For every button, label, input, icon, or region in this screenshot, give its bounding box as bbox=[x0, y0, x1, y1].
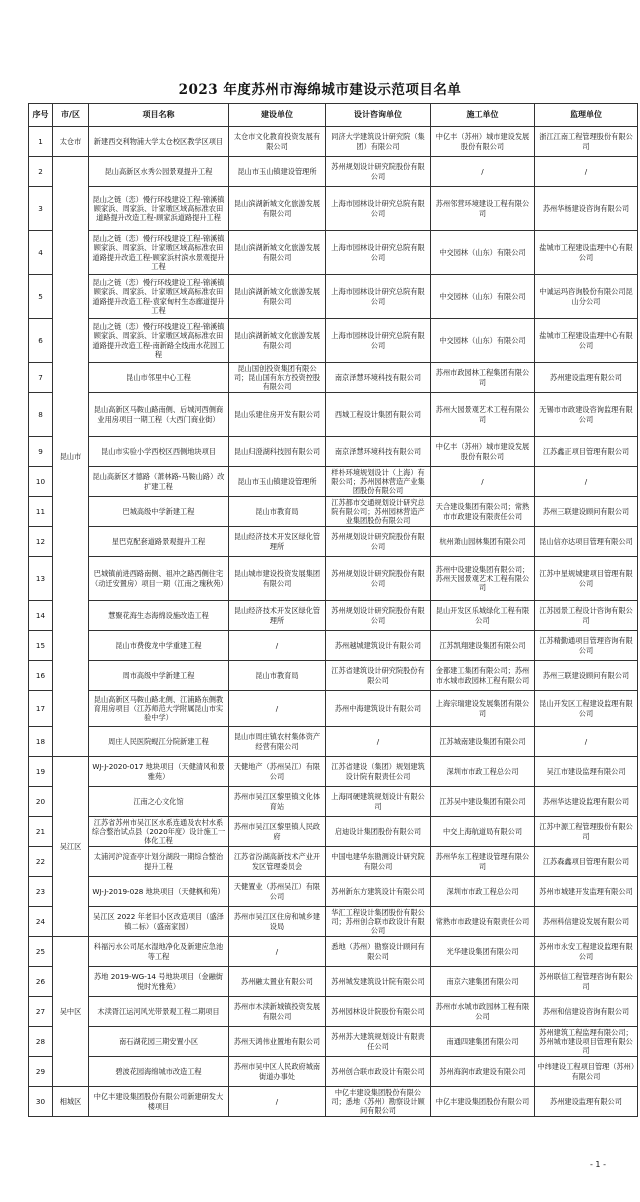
cell-supervisor: 昆山开发区工程建设监理有限公司 bbox=[535, 691, 638, 727]
table-row bbox=[29, 877, 638, 907]
table-row bbox=[29, 437, 638, 467]
cell-project-name: 昆山之链（恋）慢行环线建设工程-锦溪镇顾家浜、周家浜、计家墩区域高标准农田道路提升改造工程-南新路全线南水花园工程 bbox=[89, 319, 229, 363]
cell-contractor: 光华建设集团有限公司 bbox=[431, 937, 535, 967]
cell-contractor: 江苏凯翔建设集团有限公司 bbox=[431, 631, 535, 661]
table-row bbox=[29, 127, 638, 157]
cell-contractor: 上海宗瑞建设发展集团有限公司 bbox=[431, 691, 535, 727]
cell-owner: 昆山市玉山镇建设管理所 bbox=[229, 157, 326, 187]
table-row bbox=[29, 847, 638, 877]
table-row bbox=[29, 817, 638, 847]
cell-supervisor: 苏州华达建设监理有限公司 bbox=[535, 787, 638, 817]
table-header-row bbox=[29, 104, 638, 127]
cell-supervisor: 江苏园景工程设计咨询有限公司 bbox=[535, 601, 638, 631]
cell-project-name: 江南之心文化馆 bbox=[89, 787, 229, 817]
cell-contractor: 江苏城南建设集团有限公司 bbox=[431, 727, 535, 757]
cell-supervisor: 中纬建设工程项目管理（苏州）有限公司 bbox=[535, 1057, 638, 1087]
cell-district: 昆山市 bbox=[53, 157, 89, 757]
cell-owner: 天健地产（苏州吴江）有限公司 bbox=[229, 757, 326, 787]
table-row bbox=[29, 363, 638, 393]
cell-design: 启迪设计集团股份有限公司 bbox=[326, 817, 431, 847]
cell-no: 21 bbox=[29, 817, 53, 847]
cell-project-name: WJ-J-2019-028 地块项目（天健枫和苑） bbox=[89, 877, 229, 907]
cell-project-name: 昆山高新区才德路（萧林路-马鞍山路）改扩建工程 bbox=[89, 467, 229, 497]
cell-project-name: 昆山高新区水秀公园景观提升工程 bbox=[89, 157, 229, 187]
cell-supervisor: 苏州市永安工程建设监理有限公司 bbox=[535, 937, 638, 967]
cell-contractor: 中交上海航道局有限公司 bbox=[431, 817, 535, 847]
cell-supervisor: 盐城市工程建设监理中心有限公司 bbox=[535, 231, 638, 275]
table-row bbox=[29, 1087, 638, 1117]
table-row bbox=[29, 997, 638, 1027]
cell-no: 4 bbox=[29, 231, 53, 275]
cell-owner: 苏州市吴中区人民政府城南街道办事处 bbox=[229, 1057, 326, 1087]
cell-contractor: 苏州邻营环境建设工程有限公司 bbox=[431, 187, 535, 231]
cell-design: 同济大学建筑设计研究院（集团）有限公司 bbox=[326, 127, 431, 157]
cell-supervisor: 苏州建筑工程监理有限公司；苏州城市建设项目管理有限公司 bbox=[535, 1027, 638, 1057]
cell-no: 14 bbox=[29, 601, 53, 631]
cell-no: 11 bbox=[29, 497, 53, 527]
cell-contractor: 苏州海润市政建设有限公司 bbox=[431, 1057, 535, 1087]
cell-owner: 苏州市吴江区住房和城乡建设局 bbox=[229, 907, 326, 937]
cell-contractor: / bbox=[431, 467, 535, 497]
cell-owner: 昆山滨湖新城文化旅游发展有限公司 bbox=[229, 319, 326, 363]
cell-design: 江苏省建设（集团）规划建筑设计院有限责任公司 bbox=[326, 757, 431, 787]
cell-project-name: 科福污水公司尾水湿地净化及新建应急池等工程 bbox=[89, 937, 229, 967]
cell-no: 27 bbox=[29, 997, 53, 1027]
cell-supervisor: / bbox=[535, 467, 638, 497]
cell-design: 苏州园林设计院股份有限公司 bbox=[326, 997, 431, 1027]
table-row bbox=[29, 467, 638, 497]
table-row bbox=[29, 527, 638, 557]
cell-contractor: 江苏吴中建设集团有限公司 bbox=[431, 787, 535, 817]
cell-no: 25 bbox=[29, 937, 53, 967]
cell-supervisor: 苏州科信建设发展有限公司 bbox=[535, 907, 638, 937]
cell-no: 20 bbox=[29, 787, 53, 817]
cell-contractor: 苏州中设建设集团有限公司；苏州天园景观艺术工程有限公司 bbox=[431, 557, 535, 601]
cell-supervisor: 昆山信亦达项目管理有限公司 bbox=[535, 527, 638, 557]
cell-owner: 昆山归澄湖科技园有限公司 bbox=[229, 437, 326, 467]
cell-owner: 昆山市玉山镇建设管理所 bbox=[229, 467, 326, 497]
cell-owner: 昆山市教育局 bbox=[229, 661, 326, 691]
table-row bbox=[29, 157, 638, 187]
cell-owner: 昆山经济技术开发区绿化管理所 bbox=[229, 527, 326, 557]
cell-owner: 昆山市周庄镇农村集体资产经营有限公司 bbox=[229, 727, 326, 757]
table-row bbox=[29, 757, 638, 787]
cell-project-name: 慧聚花海生态海绵设施改造工程 bbox=[89, 601, 229, 631]
cell-design: 江苏省建筑设计研究院股份有限公司 bbox=[326, 661, 431, 691]
cell-owner: 苏州天鸿伟业置地有限公司 bbox=[229, 1027, 326, 1057]
cell-owner: 苏州市木渎新城镇投资发展有限公司 bbox=[229, 997, 326, 1027]
cell-owner: 昆山滨湖新城文化旅游发展有限公司 bbox=[229, 275, 326, 319]
cell-contractor: 深圳市市政工程总公司 bbox=[431, 877, 535, 907]
cell-design: 苏州规划设计研究院股份有限公司 bbox=[326, 601, 431, 631]
cell-no: 15 bbox=[29, 631, 53, 661]
table-row bbox=[29, 1027, 638, 1057]
cell-project-name: 巴城高级中学新建工程 bbox=[89, 497, 229, 527]
cell-design: 苏州规划设计研究院股份有限公司 bbox=[326, 157, 431, 187]
cell-design: 悉地（苏州）勘察设计顾问有限公司 bbox=[326, 937, 431, 967]
cell-contractor: 天合建设集团有限公司；常熟市市政建设有限责任公司 bbox=[431, 497, 535, 527]
table-row bbox=[29, 967, 638, 997]
cell-project-name: 苏地 2019-WG-14 号地块项目（金融街悦时光雅苑） bbox=[89, 967, 229, 997]
cell-owner: 苏州市吴江区黎里镇人民政府 bbox=[229, 817, 326, 847]
cell-project-name: 周市高级中学新建工程 bbox=[89, 661, 229, 691]
cell-owner: / bbox=[229, 1087, 326, 1117]
cell-supervisor: 无锡市市政建设咨询监理有限公司 bbox=[535, 393, 638, 437]
table-row bbox=[29, 231, 638, 275]
cell-contractor: 南京六建集团有限公司 bbox=[431, 967, 535, 997]
cell-contractor: 常熟市市政建设有限责任公司 bbox=[431, 907, 535, 937]
cell-no: 28 bbox=[29, 1027, 53, 1057]
cell-design: 上海同硬建筑规划设计有限公司 bbox=[326, 787, 431, 817]
cell-project-name: 昆山高新区马鞍山路北侧、江浦路东侧教育用房项目（江苏师范大学附属昆山市实验中学） bbox=[89, 691, 229, 727]
cell-project-name: 太浦河沪淀查亭计划分湖段一期综合整治提升工程 bbox=[89, 847, 229, 877]
cell-design: 南京泽慧环境科技有限公司 bbox=[326, 363, 431, 393]
cell-no: 9 bbox=[29, 437, 53, 467]
cell-contractor: 金都建工集团有限公司；苏州市水城市政园林工程有限公司 bbox=[431, 661, 535, 691]
cell-contractor: 深圳市市政工程总公司 bbox=[431, 757, 535, 787]
cell-project-name: 星巴克配套道路景观提升工程 bbox=[89, 527, 229, 557]
table-row bbox=[29, 727, 638, 757]
cell-contractor: 中亿丰建设集团股份有限公司 bbox=[431, 1087, 535, 1117]
cell-design: 苏州规划设计研究院股份有限公司 bbox=[326, 557, 431, 601]
cell-project-name: 江苏省苏州市吴江区水系连通及农村水系综合整治试点县（2020年度）设计施工一体化工程 bbox=[89, 817, 229, 847]
cell-design: 苏州城发建筑设计院有限公司 bbox=[326, 967, 431, 997]
cell-owner: 昆山国创投资集团有限公司；昆山国有东方投资控股有限公司 bbox=[229, 363, 326, 393]
cell-design: 南京泽慧环境科技有限公司 bbox=[326, 437, 431, 467]
cell-supervisor: / bbox=[535, 157, 638, 187]
cell-supervisor: 苏州华杨建设咨询有限公司 bbox=[535, 187, 638, 231]
table-row bbox=[29, 601, 638, 631]
cell-owner: 昆山滨湖新城文化旅游发展有限公司 bbox=[229, 231, 326, 275]
cell-no: 17 bbox=[29, 691, 53, 727]
cell-owner: / bbox=[229, 631, 326, 661]
header-contractor: 施工单位 bbox=[431, 104, 535, 127]
cell-contractor: 苏州华东工程建设管理有限公司 bbox=[431, 847, 535, 877]
cell-project-name: WJ-J-2020-017 地块项目（天健清风和景雅苑） bbox=[89, 757, 229, 787]
cell-no: 30 bbox=[29, 1087, 53, 1117]
cell-owner: 天健置业（苏州吴江）有限公司 bbox=[229, 877, 326, 907]
cell-supervisor: 苏州三联建设顾问有限公司 bbox=[535, 497, 638, 527]
header-supervisor: 监理单位 bbox=[535, 104, 638, 127]
cell-no: 7 bbox=[29, 363, 53, 393]
cell-design: 华汇工程设计集团股份有限公司；苏州创合联市政设计有限公司 bbox=[326, 907, 431, 937]
cell-contractor: 昆山开发区乐城绿化工程有限公司 bbox=[431, 601, 535, 631]
cell-supervisor: 苏州市城建开发监理有限公司 bbox=[535, 877, 638, 907]
cell-contractor: 苏州大园景观艺术工程有限公司 bbox=[431, 393, 535, 437]
cell-no: 26 bbox=[29, 967, 53, 997]
cell-design: 西城工程设计集团有限公司 bbox=[326, 393, 431, 437]
cell-owner: 昆山城市建设投资发展集团有限公司 bbox=[229, 557, 326, 601]
cell-project-name: 昆山高新区马鞍山路南侧、后城河西侧商业用房项目一期工程（大西门商业街） bbox=[89, 393, 229, 437]
table-row bbox=[29, 661, 638, 691]
cell-owner: / bbox=[229, 937, 326, 967]
cell-design: 上海市园林设计研究总院有限公司 bbox=[326, 187, 431, 231]
cell-no: 3 bbox=[29, 187, 53, 231]
table-row bbox=[29, 557, 638, 601]
cell-supervisor: 江苏中源工程管理股份有限公司 bbox=[535, 817, 638, 847]
table-row bbox=[29, 319, 638, 363]
cell-supervisor: 浙江江南工程管理股份有限公司 bbox=[535, 127, 638, 157]
cell-contractor: 中交园林（山东）有限公司 bbox=[431, 319, 535, 363]
cell-owner: 昆山经济技术开发区绿化管理所 bbox=[229, 601, 326, 631]
cell-project-name: 木渎胥江运河风光带景观工程二期项目 bbox=[89, 997, 229, 1027]
cell-project-name: 昆山市邻里中心工程 bbox=[89, 363, 229, 393]
cell-design: 苏州新东方建筑设计有限公司 bbox=[326, 877, 431, 907]
cell-no: 19 bbox=[29, 757, 53, 787]
table-row bbox=[29, 691, 638, 727]
cell-supervisor: 江苏精勤通项目管理咨询有限公司 bbox=[535, 631, 638, 661]
cell-no: 1 bbox=[29, 127, 53, 157]
cell-project-name: 昆山市实验小学西校区西侧地块项目 bbox=[89, 437, 229, 467]
cell-supervisor: 苏州建设监理有限公司 bbox=[535, 1087, 638, 1117]
cell-supervisor: 盐城市工程建设监理中心有限公司 bbox=[535, 319, 638, 363]
cell-project-name: 巴城镇前进西路南侧、祖冲之路西侧住宅（动迁安置房）项目一期（江南之瑰秋苑） bbox=[89, 557, 229, 601]
cell-owner: / bbox=[229, 691, 326, 727]
cell-project-name: 吴江区 2022 年老旧小区改造项目（盛泽镇二标）（盛南家园） bbox=[89, 907, 229, 937]
cell-district: 吴江区 bbox=[53, 757, 89, 937]
table-row bbox=[29, 187, 638, 231]
cell-no: 13 bbox=[29, 557, 53, 601]
cell-no: 10 bbox=[29, 467, 53, 497]
cell-design: 中国电建华东勘测设计研究院有限公司 bbox=[326, 847, 431, 877]
cell-owner: 江苏省汾湖高新技术产业开发区管理委员会 bbox=[229, 847, 326, 877]
table-row bbox=[29, 907, 638, 937]
cell-supervisor: 江苏中星规城建项目管理有限公司 bbox=[535, 557, 638, 601]
table-row bbox=[29, 787, 638, 817]
cell-contractor: 苏州市水城市政园林工程有限公司 bbox=[431, 997, 535, 1027]
cell-project-name: 昆山之链（恋）慢行环线建设工程-锦溪镇顾家浜、周家浜、计家墩区域高标准农田道路提升改造工程-顾家浜村滨水景观提升工程 bbox=[89, 231, 229, 275]
cell-supervisor: 苏州三联建设顾问有限公司 bbox=[535, 661, 638, 691]
cell-owner: 昆山市教育局 bbox=[229, 497, 326, 527]
cell-project-name: 中亿丰建设集团股份有限公司新建研发大楼项目 bbox=[89, 1087, 229, 1117]
cell-supervisor: 苏州联信工程管理咨询有限公司 bbox=[535, 967, 638, 997]
cell-no: 18 bbox=[29, 727, 53, 757]
header-design: 设计咨询单位 bbox=[326, 104, 431, 127]
cell-owner: 昆山乐建住房开发有限公司 bbox=[229, 393, 326, 437]
header-no: 序号 bbox=[29, 104, 53, 127]
table-row bbox=[29, 393, 638, 437]
cell-design: 江苏都市交通规划设计研究总院有限公司；苏州园林营造产业集团股份有限公司 bbox=[326, 497, 431, 527]
cell-design: 苏州越城建筑设计有限公司 bbox=[326, 631, 431, 661]
project-table bbox=[28, 103, 638, 1117]
cell-no: 24 bbox=[29, 907, 53, 937]
cell-contractor: 杭州萧山园林集团有限公司 bbox=[431, 527, 535, 557]
cell-project-name: 南石湖花园三期安置小区 bbox=[89, 1027, 229, 1057]
cell-project-name: 碧波花园海绵城市改造工程 bbox=[89, 1057, 229, 1087]
cell-no: 22 bbox=[29, 847, 53, 877]
cell-owner: 苏州市吴江区黎里镇文化体育站 bbox=[229, 787, 326, 817]
table-body bbox=[29, 127, 638, 1117]
cell-supervisor: 江苏鑫正项目管理有限公司 bbox=[535, 437, 638, 467]
cell-district: 太仓市 bbox=[53, 127, 89, 157]
cell-design: 上海市园林设计研究总院有限公司 bbox=[326, 231, 431, 275]
cell-design: 样朴环境规划设计（上海）有限公司；苏州园林营造产业集团股份有限公司 bbox=[326, 467, 431, 497]
cell-design: 中亿丰建设集团股份有限公司；悉地（苏州）勘察设计顾问有限公司 bbox=[326, 1087, 431, 1117]
cell-contractor: 中亿丰（苏州）城市建设发展股份有限公司 bbox=[431, 437, 535, 467]
document-title: 2023 年度苏州市海绵城市建设示范项目名单 bbox=[178, 82, 462, 98]
cell-contractor: 中交园林（山东）有限公司 bbox=[431, 231, 535, 275]
cell-no: 2 bbox=[29, 157, 53, 187]
cell-project-name: 周庄人民医院蚬江分院新建工程 bbox=[89, 727, 229, 757]
cell-supervisor: 苏州和信建设咨询有限公司 bbox=[535, 997, 638, 1027]
cell-project-name: 昆山之链（恋）慢行环线建设工程-锦溪镇顾家浜、周家浜、计家墩区域高标准农田道路提升改造工程-顾家浜道路提升工程 bbox=[89, 187, 229, 231]
table-row bbox=[29, 631, 638, 661]
cell-supervisor: 苏州建设监理有限公司 bbox=[535, 363, 638, 393]
cell-district: 吴中区 bbox=[53, 937, 89, 1087]
cell-supervisor: 吴江市建设监理有限公司 bbox=[535, 757, 638, 787]
cell-supervisor: 江苏森鑫项目管理有限公司 bbox=[535, 847, 638, 877]
page-number: - 1 - bbox=[590, 1160, 606, 1169]
cell-contractor: 苏州市政园林工程集团有限公司 bbox=[431, 363, 535, 393]
header-owner: 建设单位 bbox=[229, 104, 326, 127]
table-row bbox=[29, 497, 638, 527]
cell-supervisor: 中诚运玛咨询股份有限公司昆山分公司 bbox=[535, 275, 638, 319]
cell-design: 苏州规划设计研究院股份有限公司 bbox=[326, 527, 431, 557]
cell-design: 苏州创合联市政设计有限公司 bbox=[326, 1057, 431, 1087]
cell-no: 29 bbox=[29, 1057, 53, 1087]
table-row bbox=[29, 937, 638, 967]
cell-project-name: 新建西交利物浦大学太仓校区教学区项目 bbox=[89, 127, 229, 157]
cell-no: 16 bbox=[29, 661, 53, 691]
cell-design: 苏州苏大建筑规划设计有限责任公司 bbox=[326, 1027, 431, 1057]
cell-supervisor: / bbox=[535, 727, 638, 757]
header-district: 市/区 bbox=[53, 104, 89, 127]
cell-no: 6 bbox=[29, 319, 53, 363]
cell-contractor: 南通四建集团有限公司 bbox=[431, 1027, 535, 1057]
table-row bbox=[29, 275, 638, 319]
cell-design: 苏州中海建筑设计有限公司 bbox=[326, 691, 431, 727]
cell-district: 相城区 bbox=[53, 1087, 89, 1117]
cell-contractor: 中亿丰（苏州）城市建设发展股份有限公司 bbox=[431, 127, 535, 157]
cell-no: 12 bbox=[29, 527, 53, 557]
cell-contractor: 中交园林（山东）有限公司 bbox=[431, 275, 535, 319]
header-project-name: 项目名称 bbox=[89, 104, 229, 127]
cell-no: 23 bbox=[29, 877, 53, 907]
cell-design: / bbox=[326, 727, 431, 757]
cell-project-name: 昆山市费俊龙中学重建工程 bbox=[89, 631, 229, 661]
cell-contractor: / bbox=[431, 157, 535, 187]
cell-no: 5 bbox=[29, 275, 53, 319]
table-row bbox=[29, 1057, 638, 1087]
cell-design: 上海市园林设计研究总院有限公司 bbox=[326, 319, 431, 363]
cell-design: 上海市园林设计研究总院有限公司 bbox=[326, 275, 431, 319]
cell-owner: 太仓市文化教育投资发展有限公司 bbox=[229, 127, 326, 157]
cell-owner: 昆山滨湖新城文化旅游发展有限公司 bbox=[229, 187, 326, 231]
cell-project-name: 昆山之链（恋）慢行环线建设工程-锦溪镇顾家浜、周家浜、计家墩区域高标准农田道路提升改造工程-袁家甸村生态廊道提升工程 bbox=[89, 275, 229, 319]
cell-no: 8 bbox=[29, 393, 53, 437]
cell-owner: 苏州融太置业有限公司 bbox=[229, 967, 326, 997]
